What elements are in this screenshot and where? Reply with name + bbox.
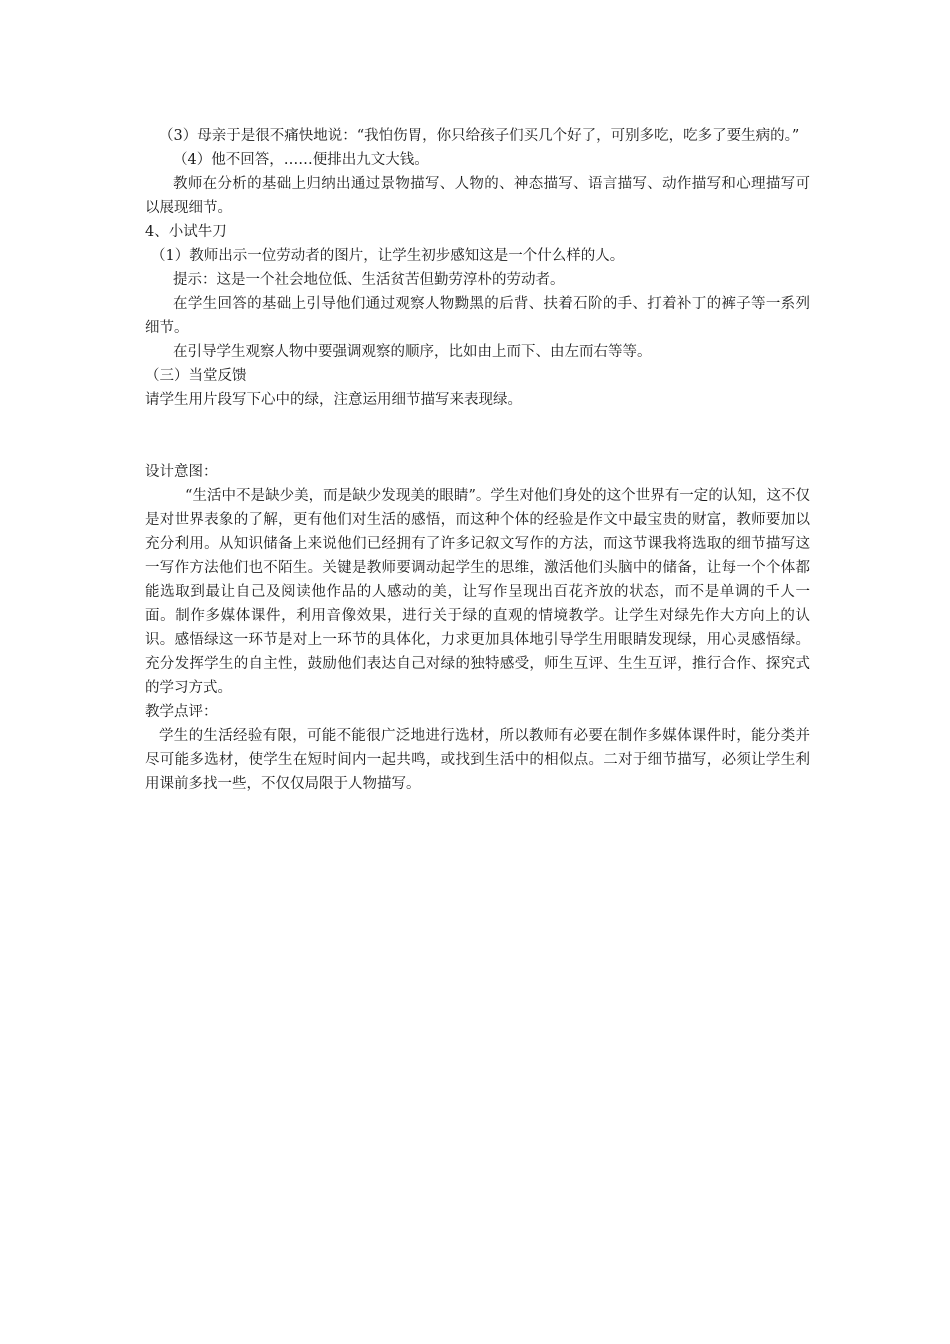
heading-teaching-review: 教学点评： bbox=[145, 704, 218, 720]
document-page bbox=[145, 124, 810, 796]
paragraph-observe-order: 在引导学生观察人物中要强调观察的顺序，比如由上而下、由左而右等等。 bbox=[173, 344, 652, 360]
paragraph-teaching-review: 学生的生活经验有限，可能不能很广泛地进行选材，所以教师有必要在制作多媒体课件时，能分类并尽可能多选材，使学生在短时间内一起共鸣，或找到生活中的相似点。二对于细节描写，必须让学生利用课前多找一些，不仅仅局限于人物描写。 bbox=[145, 728, 810, 792]
paragraph-detail-summary: 教师在分析的基础上归纳出通过景物描写、人物的、神态描写、语言描写、动作描写和心理描写可以展现细节。 bbox=[145, 176, 810, 216]
heading-practice: 4、小试牛刀 bbox=[145, 224, 227, 240]
paragraph-observe-details: 在学生回答的基础上引导他们通过观察人物黝黑的后背、扶着石阶的手、打着补丁的裤子等一系列细节。 bbox=[145, 296, 810, 336]
heading-design-intent: 设计意图： bbox=[145, 464, 218, 480]
paragraph-worker-picture: （1）教师出示一位劳动者的图片，让学生初步感知这是一个什么样的人。 bbox=[151, 248, 625, 264]
paragraph-feedback-task: 请学生用片段写下心中的绿，注意运用细节描写来表现绿。 bbox=[145, 392, 522, 408]
paragraph-mother-quote: （3）母亲于是很不痛快地说：“我怕伤胃，你只给孩子们买几个好了，可别多吃，吃多了要生病的。” bbox=[159, 128, 800, 144]
paragraph-nine-coins: （4）他不回答，……便排出九文大钱。 bbox=[173, 152, 429, 168]
heading-feedback: （三）当堂反馈 bbox=[145, 368, 247, 384]
spacer bbox=[145, 412, 810, 460]
paragraph-design-intent: “生活中不是缺少美，而是缺少发现美的眼睛”。学生对他们身处的这个世界有一定的认知，这不仅是对世界表象的了解，更有他们对生活的感悟，而这种个体的经验是作文中最宝贵的财富，教师要加以充分利用。从知识储备上来说他们已经拥有了许多记叙文写作的方法，而这节课我将选取的细节描写这一写作方法他们也不陌生。关键是教师要调动起学生的思维，激活他们头脑中的储备，让每一个个体都能选取到最让自己及阅读他作品的人感动的美，让写作呈现出百花齐放的状态，而不是单调的千人一面。制作多媒体课件，利用音像效果，进行关于绿的直观的情境教学。让学生对绿先作大方向上的认识。感悟绿这一环节是对上一环节的具体化，力求更加具体地引导学生用眼睛发现绿，用心灵感悟绿。充分发挥学生的自主性，鼓励他们表达自己对绿的独特感受，师生互评、生生互评，推行合作、探究式的学习方式。 bbox=[145, 488, 810, 696]
paragraph-hint: 提示：这是一个社会地位低、生活贫苦但勤劳淳朴的劳动者。 bbox=[173, 272, 565, 288]
